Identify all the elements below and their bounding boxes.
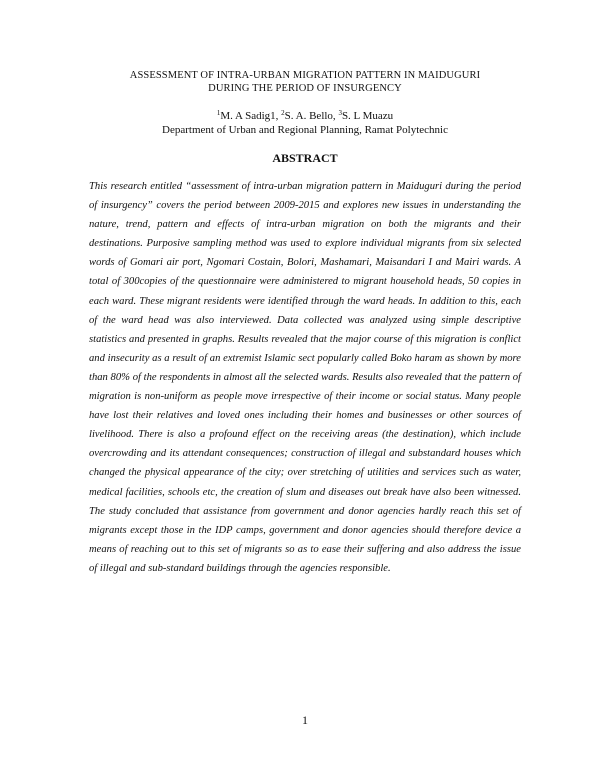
author-affiliation-marker: 2 [281,109,285,117]
page-number: 1 [302,713,308,727]
author-name: S. A. Bello, [284,110,339,122]
author [338,110,393,122]
author-affiliation-marker: 1 [216,109,221,117]
author [217,110,281,122]
author-list [60,110,550,123]
author-affiliation-marker: 3 [338,109,342,117]
abstract-body: This research entitled “assessment of intra-urban migration pattern in Maiduguri during the period of insurgency” covers the period between 2009-2015 and explores new issues in understanding the nature, trend, pattern and effects of intra-urban migration on both the migrants and their destinations. Purposive sampling method was used to explore individual migrants from six selected words of Gomari air port, Ngomari Costain, Bolori, Mashamari, Maisandari I and Mairi wards. A total of 300copies of the questionnaire were administered to migrant household heads, 50 copies in each ward. These migrant residents were identified through the ward heads. In addition to this, each of the ward head was also interviewed. Data collected was analyzed using simple descriptive statistics and presented in graphs. Results revealed that the major course of this migration is conflict and insecurity as a result of an extremist Islamic sect popularly called Boko haram as shown by more than 80% of the respondents in almost all the selected wards. Results also revealed that the pattern of migration is non-uniform as people move irrespective of their income or social status. Many people have lost their relatives and loved ones including their homes and businesses or other sources of livelihood. There is also a profound effect on the receiving areas (the destination), which include overcrowding and its attendant consequences; construction of illegal and substandard houses which changed the physical appearance of the city; over stretching of utilities and services such as water, medical facilities, schools etc, the creation of slum and diseases out break have also been witnessed. The study concluded that assistance from government and donor agencies hardly reach this set of migrants except those in the IDP camps, government and donor agencies should therefore device a means of reaching out to this set of migrants so as to ease their suffering and also address the issue of illegal and sub-standard buildings through the agencies responsible. [89,181,521,574]
author-name: S. L Muazu [341,110,394,122]
paper-title-line-2: DURING THE PERIOD OF INSURGENCY [208,83,402,94]
author-affiliation: Department of Urban and Regional Planning, Ramat Polytechnic [162,124,448,136]
author [281,110,338,122]
abstract-heading: ABSTRACT [272,151,338,165]
author-name: M. A Sadig1, [220,110,282,122]
paper-title [60,69,550,95]
paper-title-line-1: ASSESSMENT OF INTRA-URBAN MIGRATION PATTERN IN MAIDUGURI [129,70,481,81]
